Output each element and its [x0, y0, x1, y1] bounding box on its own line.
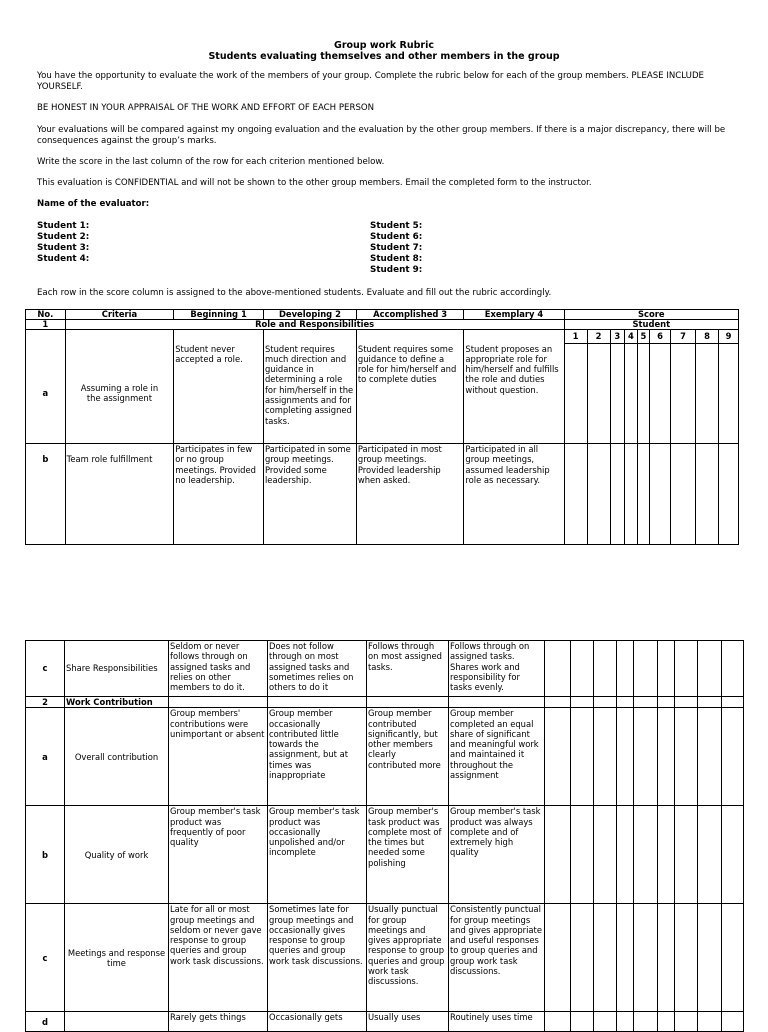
- write-score-note: Write the score in the last column of the row for each criterion mentioned below.: [37, 157, 385, 167]
- student-label: Student 9:: [370, 265, 423, 275]
- exemplary-cell: Follows through on assigned tasks. Shares work and responsibility for tasks evenly.: [449, 641, 545, 697]
- score-cell[interactable]: [658, 1012, 675, 1032]
- blank-cell: [174, 330, 264, 344]
- score-cell[interactable]: [719, 444, 739, 545]
- student-list-right: [370, 221, 422, 276]
- score-cell[interactable]: [675, 904, 698, 1012]
- score-cell[interactable]: [658, 904, 675, 1012]
- student-label: Student 8:: [370, 254, 423, 264]
- blank-cell: [658, 697, 675, 708]
- blank-cell: [571, 697, 594, 708]
- student-label: Student 4:: [37, 254, 90, 264]
- student-label: Student 1:: [37, 221, 90, 231]
- score-cell[interactable]: [675, 806, 698, 904]
- beginning-cell: Participates in few or no group meetings. Provided no leadership.: [174, 444, 264, 545]
- score-cell[interactable]: [696, 344, 719, 444]
- student-number: 9: [719, 330, 739, 344]
- student-label: Student 2:: [37, 232, 90, 242]
- exemplary-cell: Group member completed an equal share of significant and meaningful work and maintained it throughout the assignment: [449, 708, 545, 806]
- table-row: [26, 444, 739, 545]
- score-cell[interactable]: [594, 1012, 617, 1032]
- table-row: [26, 1012, 744, 1032]
- blank-cell: [464, 330, 564, 344]
- developing-cell: Group member's task product was occasionally unpolished and/or incomplete: [268, 806, 367, 904]
- score-cell[interactable]: [617, 806, 634, 904]
- section-title: Role and Responsibilities: [65, 320, 564, 330]
- blank-cell: [617, 697, 634, 708]
- blank-cell: [449, 697, 545, 708]
- score-cell[interactable]: [634, 708, 658, 806]
- score-cell[interactable]: [545, 904, 571, 1012]
- score-cell[interactable]: [658, 806, 675, 904]
- blank-cell: [545, 697, 571, 708]
- beginning-cell: Rarely gets things: [169, 1012, 268, 1032]
- student-number: 4: [625, 330, 638, 344]
- header-beginning: Beginning 1: [174, 310, 264, 320]
- row-id: d: [26, 1012, 65, 1032]
- criteria-cell: Overall contribution: [65, 708, 169, 806]
- score-cell[interactable]: [634, 806, 658, 904]
- score-cell[interactable]: [698, 904, 722, 1012]
- table-row: [26, 708, 744, 806]
- score-cell[interactable]: [571, 1012, 594, 1032]
- score-cell[interactable]: [571, 708, 594, 806]
- score-cell[interactable]: [650, 344, 671, 444]
- score-cell[interactable]: [675, 1012, 698, 1032]
- beginning-cell: Seldom or never follows through on assigned tasks and relies on other members to do it.: [169, 641, 268, 697]
- score-cell[interactable]: [594, 641, 617, 697]
- table-row: [26, 641, 744, 697]
- exemplary-cell: Student proposes an appropriate role for him/herself and fulfills the role and duties without question.: [464, 344, 564, 444]
- table-row: [26, 904, 744, 1012]
- score-cell[interactable]: [634, 904, 658, 1012]
- developing-cell: Occasionally gets: [268, 1012, 367, 1032]
- blank-cell: [698, 697, 722, 708]
- accomplished-cell: Participated in most group meetings. Provided leadership when asked.: [356, 444, 464, 545]
- developing-cell: Participated in some group meetings. Provided some leadership.: [263, 444, 356, 545]
- score-cell[interactable]: [722, 806, 744, 904]
- blank-cell: [26, 330, 66, 344]
- score-cell[interactable]: [658, 641, 675, 697]
- score-cell[interactable]: [637, 344, 650, 444]
- header-criteria: Criteria: [65, 310, 174, 320]
- score-cell[interactable]: [545, 1012, 571, 1032]
- score-cell[interactable]: [564, 444, 587, 545]
- score-cell[interactable]: [671, 344, 696, 444]
- row-id: b: [26, 444, 66, 545]
- header-developing: Developing 2: [263, 310, 356, 320]
- criteria-cell: Assuming a role in the assignment: [65, 344, 174, 444]
- score-cell[interactable]: [698, 641, 722, 697]
- score-cell[interactable]: [698, 1012, 722, 1032]
- developing-cell: Student requires much direction and guidance in determining a role for him/herself in the assignments and for completing assigned tasks.: [263, 344, 356, 444]
- score-cell[interactable]: [617, 641, 634, 697]
- score-cell[interactable]: [722, 708, 744, 806]
- developing-cell: Does not follow through on most assigned tasks and sometimes relies on others to do it: [268, 641, 367, 697]
- row-id: c: [26, 904, 65, 1012]
- criteria-cell: Team role fulfillment: [65, 444, 174, 545]
- score-cell[interactable]: [722, 904, 744, 1012]
- intro-paragraph: You have the opportunity to evaluate the work of the members of your group. Complete the rubric below for each of the group members. PLEASE INCLUDE YOURSELF.: [37, 71, 704, 92]
- accomplished-cell: Follows through on most assigned tasks.: [367, 641, 449, 697]
- blank-cell: [722, 697, 744, 708]
- evaluator-label: Name of the evaluator:: [37, 199, 150, 209]
- accomplished-cell: Student requires some guidance to define a role for him/herself and to complete duties: [356, 344, 464, 444]
- exemplary-cell: Consistently punctual for group meetings and gives appropriate and useful responses to group queries and group work task discussions.: [449, 904, 545, 1012]
- score-cell[interactable]: [564, 344, 587, 444]
- header-student: Student: [564, 320, 738, 330]
- score-cell[interactable]: [698, 806, 722, 904]
- exemplary-cell: Group member's task product was always complete and of extremely high quality: [449, 806, 545, 904]
- score-cell[interactable]: [625, 344, 638, 444]
- score-cell[interactable]: [634, 1012, 658, 1032]
- score-cell[interactable]: [722, 641, 744, 697]
- score-cell[interactable]: [675, 641, 698, 697]
- score-cell[interactable]: [637, 444, 650, 545]
- score-cell[interactable]: [698, 708, 722, 806]
- blank-cell: [634, 697, 658, 708]
- criteria-cell: Share Responsibilities: [65, 641, 169, 697]
- blank-cell: [169, 697, 268, 708]
- beginning-cell: Student never accepted a role.: [174, 344, 264, 444]
- beginning-cell: Group member's task product was frequently of poor quality: [169, 806, 268, 904]
- student-label: Student 3:: [37, 243, 90, 253]
- score-cell[interactable]: [719, 344, 739, 444]
- score-cell[interactable]: [617, 1012, 634, 1032]
- exemplary-cell: Participated in all group meetings, assumed leadership role as necessary.: [464, 444, 564, 545]
- document-subtitle: Students evaluating themselves and other members in the group: [208, 51, 560, 62]
- score-cell[interactable]: [722, 1012, 744, 1032]
- beginning-cell: Group members' contributions were unimportant or absent: [169, 708, 268, 806]
- section-title: Work Contribution: [65, 697, 169, 708]
- rubric-table-1: [25, 309, 739, 545]
- score-cell[interactable]: [634, 641, 658, 697]
- score-cell[interactable]: [571, 641, 594, 697]
- score-cell[interactable]: [671, 444, 696, 545]
- score-cell[interactable]: [610, 344, 625, 444]
- score-cell[interactable]: [587, 344, 610, 444]
- score-cell[interactable]: [545, 641, 571, 697]
- criteria-cell: [65, 1012, 169, 1032]
- table-row: [26, 344, 739, 444]
- accomplished-cell: Group member contributed significantly, but other members clearly contributed more: [367, 708, 449, 806]
- document-title: Group work Rubric: [334, 40, 434, 51]
- row-id: a: [26, 344, 66, 444]
- section-number: 1: [26, 320, 66, 330]
- student-label: Student 5:: [370, 221, 423, 231]
- row-id: b: [26, 806, 65, 904]
- row-id: c: [26, 641, 65, 697]
- student-label: Student 6:: [370, 232, 423, 242]
- blank-cell: [594, 697, 617, 708]
- score-cell[interactable]: [610, 444, 625, 545]
- score-cell[interactable]: [617, 904, 634, 1012]
- score-cell[interactable]: [594, 806, 617, 904]
- student-number: 5: [637, 330, 650, 344]
- student-number: 8: [696, 330, 719, 344]
- score-cell[interactable]: [571, 806, 594, 904]
- score-cell[interactable]: [545, 708, 571, 806]
- blank-cell: [65, 330, 174, 344]
- score-cell[interactable]: [545, 806, 571, 904]
- header-exemplary: Exemplary 4: [464, 310, 564, 320]
- student-label: Student 7:: [370, 243, 423, 253]
- score-cell[interactable]: [625, 444, 638, 545]
- score-cell[interactable]: [571, 904, 594, 1012]
- score-instructions: Each row in the score column is assigned to the above-mentioned students. Evaluate and fill out the rubric accordingly.: [37, 288, 552, 298]
- exemplary-cell: Routinely uses time: [449, 1012, 545, 1032]
- confidential-note: This evaluation is CONFIDENTIAL and will not be shown to the other group members. Email the completed form to the instructor.: [37, 178, 592, 188]
- blank-cell: [268, 697, 367, 708]
- score-cell[interactable]: [675, 708, 698, 806]
- developing-cell: Group member occasionally contributed little towards the assignment, but at times was inappropriate: [268, 708, 367, 806]
- blank-cell: [263, 330, 356, 344]
- student-number: 2: [587, 330, 610, 344]
- header-score: Score: [564, 310, 738, 320]
- criteria-cell: Quality of work: [65, 806, 169, 904]
- accomplished-cell: Group member's task product was complete most of the times but needed some polishing: [367, 806, 449, 904]
- accomplished-cell: Usually punctual for group meetings and gives appropriate response to group queries and group work task discussions.: [367, 904, 449, 1012]
- score-cell[interactable]: [594, 708, 617, 806]
- score-cell[interactable]: [594, 904, 617, 1012]
- student-number: 7: [671, 330, 696, 344]
- beginning-cell: Late for all or most group meetings and seldom or never gave response to group queries and group work task discussions.: [169, 904, 268, 1012]
- row-id: a: [26, 708, 65, 806]
- student-list-left: [37, 221, 89, 265]
- blank-cell: [675, 697, 698, 708]
- score-cell[interactable]: [587, 444, 610, 545]
- developing-cell: Sometimes late for group meetings and occasionally gives response to group queries and group work task discussions.: [268, 904, 367, 1012]
- score-cell[interactable]: [650, 444, 671, 545]
- blank-cell: [356, 330, 464, 344]
- section-number: 2: [26, 697, 65, 708]
- header-accomplished: Accomplished 3: [356, 310, 464, 320]
- table-row: [26, 806, 744, 904]
- accomplished-cell: Usually uses: [367, 1012, 449, 1032]
- score-cell[interactable]: [617, 708, 634, 806]
- student-number: 3: [610, 330, 625, 344]
- header-no: No.: [26, 310, 66, 320]
- student-number: 6: [650, 330, 671, 344]
- honesty-note: BE HONEST IN YOUR APPRAISAL OF THE WORK AND EFFORT OF EACH PERSON: [37, 103, 375, 113]
- criteria-cell: Meetings and response time: [65, 904, 169, 1012]
- rubric-table-2: [25, 640, 744, 1032]
- score-cell[interactable]: [658, 708, 675, 806]
- blank-cell: [367, 697, 449, 708]
- student-number: 1: [564, 330, 587, 344]
- comparison-note: Your evaluations will be compared against my ongoing evaluation and the evaluation by the other group members. If there is a major discrepancy, there will be consequences against the group’s marks.: [37, 125, 726, 146]
- score-cell[interactable]: [696, 444, 719, 545]
